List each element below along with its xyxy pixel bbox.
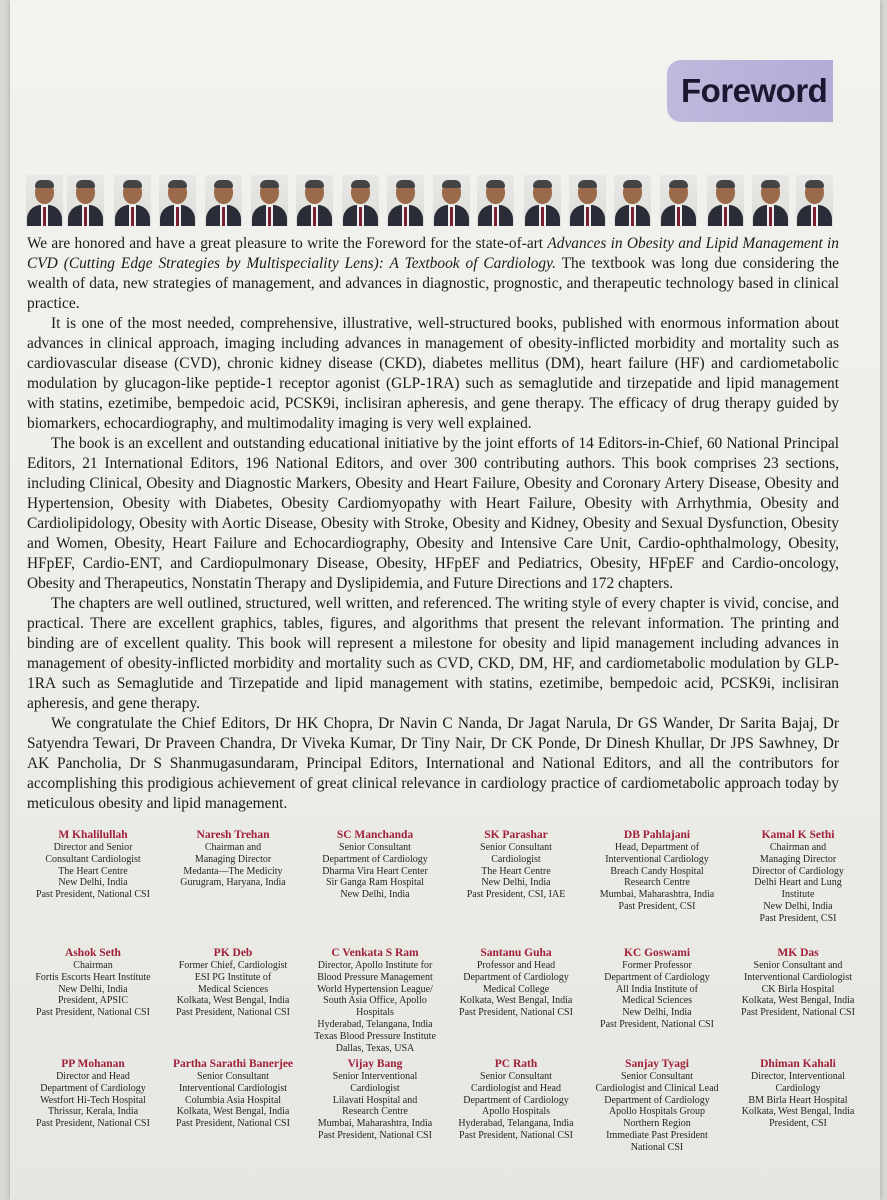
editor-affiliation-line: Department of Cardiology — [604, 1094, 710, 1106]
editor-affiliation-line: Interventional Cardiologist — [178, 1082, 288, 1094]
editor-block — [306, 828, 444, 901]
editor-affiliation-line: Kolkata, West Bengal, India — [741, 1106, 855, 1118]
editor-affiliation-line: ESI PG Institute of — [194, 971, 272, 983]
editor-affiliation-line: Kolkata, West Bengal, India — [176, 1106, 290, 1118]
editor-affiliation-line: Past President, National CSI — [600, 1018, 714, 1030]
editor-affiliation-line: Westfort Hi-Tech Hospital — [40, 1094, 146, 1106]
editor-block — [164, 828, 302, 889]
editor-block — [729, 946, 867, 1019]
editor-block — [24, 828, 162, 901]
editor-affiliation-line: Hyderabad, Telangana, India — [317, 1018, 433, 1030]
editor-affiliation-line: Past President, National CSI — [176, 1007, 290, 1019]
editor-affiliation-line: Texas Blood Pressure Institute — [314, 1030, 436, 1042]
book-title: Advances in Obesity and Lipid Management in CVD (Cutting Edge Strategies by Multispeciality Lens): A Textbook of Cardiology. — [27, 235, 839, 272]
editor-affiliation-line: Research Centre — [342, 1106, 408, 1118]
portrait-icon — [752, 175, 789, 226]
editor-block — [588, 828, 726, 913]
editor-affiliation-line: Former Professor — [622, 960, 692, 971]
editor-affiliation-line: President, APSIC — [57, 995, 128, 1007]
editor-affiliation-line: National CSI — [630, 1141, 684, 1153]
editor-block — [447, 828, 585, 901]
editor-name: PP Mohanan — [61, 1058, 125, 1070]
editor-block — [164, 946, 302, 1019]
editor-block — [447, 1057, 585, 1142]
editor-affiliation-line: Past President, CSI — [618, 900, 696, 912]
portrait-icon — [614, 175, 651, 226]
editor-name: Vijay Bang — [347, 1058, 403, 1070]
editor-name: KC Goswami — [623, 947, 691, 959]
editor-affiliation-line: Department of Cardiology — [322, 853, 428, 865]
editor-affiliation-line: Medical Sciences — [197, 983, 269, 995]
editor-affiliation-line: Director and Head — [56, 1071, 130, 1082]
editor-affiliation-line: Senior Interventional — [332, 1071, 418, 1082]
editor-affiliation-line: Past President, National CSI — [36, 1118, 150, 1130]
editor-affiliation-line: CK Birla Hospital — [761, 983, 835, 995]
editor-affiliation-line: Apollo Hospitals — [481, 1106, 551, 1118]
editor-affiliation-line: Director, Interventional — [750, 1071, 845, 1082]
foreword-body — [27, 234, 839, 814]
portrait-icon — [342, 175, 379, 226]
editor-affiliation-line: Medical Sciences — [621, 995, 693, 1007]
portrait-icon — [477, 175, 514, 226]
editor-affiliation-line: New Delhi, India — [58, 877, 128, 889]
portrait-icon — [296, 175, 333, 226]
editor-affiliation-line: Hyderabad, Telangana, India — [458, 1118, 574, 1130]
editor-affiliation-line: Fortis Escorts Heart Institute — [35, 971, 151, 983]
editor-photo-strip — [24, 175, 839, 228]
editor-name: Ashok Seth — [65, 947, 121, 959]
editor-affiliation-line: The Heart Centre — [58, 865, 128, 877]
editor-block — [729, 828, 867, 925]
editor-affiliation-line: Cardiologist — [491, 853, 541, 865]
editor-affiliation-line: Director, Apollo Institute for — [317, 960, 433, 971]
editor-affiliation-line: Past President, National CSI — [459, 1129, 573, 1141]
editor-affiliation-line: BM Birla Heart Hospital — [748, 1094, 848, 1106]
editor-affiliation-line: Past President, National CSI — [459, 1007, 573, 1019]
editor-name: Sanjay Tyagi — [625, 1058, 689, 1070]
portrait-icon — [660, 175, 697, 226]
editor-affiliation-line: New Delhi, India — [763, 900, 833, 912]
portrait-icon — [387, 175, 424, 226]
editor-name: Partha Sarathi Banerjee — [172, 1058, 294, 1070]
editor-block — [164, 1057, 302, 1130]
editor-affiliation-line: Past President, National CSI — [741, 1007, 855, 1019]
editor-affiliation-line: Professor and Head — [476, 960, 556, 971]
portrait-icon — [251, 175, 288, 226]
paragraph-1-start: We are honored and have a great pleasure to write the Foreword for the state-of-art — [27, 235, 548, 252]
editor-affiliation-line: Cardiology — [775, 1082, 821, 1094]
editor-name: PK Deb — [213, 947, 253, 959]
editor-name: M Khalilullah — [58, 829, 128, 841]
editor-affiliation-line: Managing Director — [194, 853, 272, 865]
editor-affiliation-line: Department of Cardiology — [463, 971, 569, 983]
editor-affiliation-line: Medical College — [482, 983, 550, 995]
editor-affiliation-line: Institute — [781, 889, 815, 901]
editor-affiliation-line: Medanta—The Medicity — [183, 865, 283, 877]
editor-name: SK Parashar — [484, 829, 548, 841]
paragraph-5: We congratulate the Chief Editors, Dr HK Chopra, Dr Navin C Nanda, Dr Jagat Narula, Dr GS Wander, Dr Sarita Bajaj, Dr Satyendra Tewari, Dr Praveen Chandra, Dr Viveka Kumar, Dr Tiny Nair, Dr CK Ponde, Dr Dinesh Khullar, Dr JPS Sawhney, Dr AK Pancholia, Dr S Shanmugasundaram, Principal Editors, International and National Editors, and all the contributors for accomplishing this prodigious achievement of great clinical relevance in cardiology practice of cardiometabolic approach today by meticulous obesity and lipid management. — [27, 715, 839, 812]
editor-name: MK Das — [777, 947, 819, 959]
page-title: Foreword — [681, 72, 828, 109]
foreword-banner — [667, 60, 833, 122]
paragraph-1-end: The textbook was long due considering the wealth of data, new strategies of management, and advances in diagnostic, prognostic, and therapeutic technology based in clinical practice. — [27, 255, 839, 312]
editor-name: C Venkata S Ram — [331, 947, 419, 959]
editor-affiliation-line: Chairman and — [204, 842, 262, 853]
editor-affiliation-line: Consultant Cardiologist — [45, 853, 141, 865]
editor-affiliation-line: New Delhi, India — [58, 983, 128, 995]
editor-name: SC Manchanda — [336, 829, 414, 841]
paragraph-2: It is one of the most needed, comprehensive, illustrative, well-structured books, published with enormous information about advances in clinical approach, imaging including advances in management of obesity-inflicted morbidity and mortality such as cardiovascular disease (CVD), chronic kidney disease (CKD), diabetes mellitus (DM), heart failure (HF) and cardiometabolic modulation by glucagon-like peptide-1 receptor agonist (GLP-1RA) such as semaglutide and tirzepatide and lipid management with statins, ezetimibe, bempedoic acid, PCSK9i, inclisiran apheresis, and gene therapy. The efficacy of drug therapy guided by biomarkers, echocardiography, and multimodality imaging is very well explained. — [27, 315, 839, 432]
editor-affiliation-line: Dallas, Texas, USA — [335, 1042, 415, 1054]
editor-affiliation-line: New Delhi, India — [622, 1007, 692, 1019]
editor-affiliation-line: Gurugram, Haryana, India — [180, 877, 286, 889]
editor-block — [588, 1057, 726, 1154]
editor-affiliation-line: Delhi Heart and Lung — [754, 877, 842, 889]
editor-affiliation-line: Director and Senior — [53, 842, 133, 853]
editor-name: Dhiman Kahali — [760, 1058, 836, 1070]
editor-name: Naresh Trehan — [196, 829, 270, 841]
portrait-icon — [524, 175, 561, 226]
editor-affiliation-line: Past President, CSI — [759, 912, 837, 924]
editor-block — [24, 1057, 162, 1130]
editor-affiliation-line: Columbia Asia Hospital — [184, 1094, 282, 1106]
editor-affiliation-line: Cardiologist — [350, 1082, 400, 1094]
editor-affiliation-line: Past President, National CSI — [36, 889, 150, 901]
portrait-icon — [26, 175, 63, 226]
editor-affiliation-line: Mumbai, Maharashtra, India — [317, 1118, 433, 1130]
editor-affiliation-line: Senior Consultant — [480, 842, 552, 853]
editor-affiliation-line: Chairman and — [769, 842, 827, 853]
portrait-icon — [159, 175, 196, 226]
editor-affiliation-line: Managing Director — [759, 853, 837, 865]
editor-affiliation-line: Head, Department of — [614, 842, 700, 853]
portrait-icon — [796, 175, 833, 226]
paragraph-4: The chapters are well outlined, structured, well written, and referenced. The writing style of every chapter is vivid, concise, and practical. There are excellent graphics, tables, figures, and algorithms that present the relevant information. The printing and binding are of excellent quality. This book will represent a milestone for obesity and lipid management including advances in management of obesity-inflicted morbidity and mortality such as CVD, CKD, DM, HF, and cardiometabolic modulation by GLP-1RA such as Semaglutide and Tirzepatide and lipid management with statins, ezetimibe, bempedoic acid, PCSK9i, inclisiran apheresis, and gene therapy. — [27, 595, 839, 712]
editor-name: PC Rath — [494, 1058, 538, 1070]
editor-affiliation-line: Immediate Past President — [606, 1129, 708, 1141]
editor-affiliation-line: Dharma Vira Heart Center — [322, 865, 428, 877]
editor-affiliation-line: All India Institute of — [616, 983, 698, 995]
editor-affiliation-line: The Heart Centre — [481, 865, 551, 877]
editor-affiliation-line: New Delhi, India — [340, 889, 410, 901]
editor-block — [306, 1057, 444, 1142]
editor-affiliation-line: Department of Cardiology — [604, 971, 710, 983]
portrait-icon — [67, 175, 104, 226]
editor-block — [447, 946, 585, 1019]
editor-affiliation-line: Research Centre — [624, 877, 690, 889]
editor-affiliation-line: Mumbai, Maharashtra, India — [599, 889, 715, 901]
portrait-icon — [205, 175, 242, 226]
editor-affiliation-line: Blood Pressure Management — [317, 971, 433, 983]
editor-affiliation-line: Kolkata, West Bengal, India — [176, 995, 290, 1007]
portrait-icon — [114, 175, 151, 226]
editor-affiliation-line: Past President, National CSI — [36, 1007, 150, 1019]
editor-affiliation-line: Past President, National CSI — [176, 1118, 290, 1130]
editor-block — [729, 1057, 867, 1130]
editor-affiliation-line: Senior Consultant and — [753, 960, 843, 971]
portrait-icon — [707, 175, 744, 226]
editor-affiliation-line: Lilavati Hospital and — [332, 1094, 418, 1106]
editor-affiliation-line: Senior Consultant — [339, 842, 411, 853]
editor-affiliation-line: Former Chief, Cardiologist — [178, 960, 288, 971]
editor-affiliation-line: Cardiologist and Head — [471, 1082, 561, 1094]
editor-affiliation-line: New Delhi, India — [481, 877, 551, 889]
editor-block — [588, 946, 726, 1031]
editor-affiliation-line: Senior Consultant — [480, 1071, 552, 1082]
editor-affiliation-line: Department of Cardiology — [40, 1082, 146, 1094]
paragraph-1 — [27, 234, 839, 314]
editor-affiliation-line: Interventional Cardiologist — [743, 971, 853, 983]
editor-affiliation-line: Senior Consultant — [197, 1071, 269, 1082]
portrait-icon — [569, 175, 606, 226]
editor-affiliation-line: President, CSI — [769, 1118, 827, 1130]
editor-affiliation-line: Director of Cardiology — [752, 865, 844, 877]
editor-affiliation-line: Northern Region — [623, 1118, 691, 1130]
editor-affiliation-line: Apollo Hospitals Group — [608, 1106, 706, 1118]
editor-affiliation-line: Past President, National CSI — [318, 1129, 432, 1141]
editor-name: Santanu Guha — [480, 947, 552, 959]
editor-affiliation-line: Kolkata, West Bengal, India — [459, 995, 573, 1007]
editor-name: DB Pahlajani — [623, 829, 691, 841]
editor-affiliation-line: Senior Consultant — [621, 1071, 693, 1082]
editor-affiliation-line: Sir Ganga Ram Hospital — [325, 877, 425, 889]
paragraph-3: The book is an excellent and outstanding educational initiative by the joint efforts of 14 Editors-in-Chief, 60 National Principal Editors, 21 International Editors, 196 National Editors, and over 300 contributing authors. This book comprises 23 sections, including Clinical, Obesity and Diagnostic Markers, Obesity and Heart Failure, Obesity and Coronary Artery Disease, Obesity and Hypertension, Obesity with Diabetes, Obesity Cardiomyopathy with Heart Failure, Obesity with Arrhythmia, Obesity and Cardiolipidology, Obesity with Aortic Disease, Obesity with Stroke, Obesity and Kidney, Obesity and Sexual Dysfunction, Obesity and Women, Obesity, Heart Failure and Echocardiography, Obesity and Intensive Care Unit, Cardio-ophthalmology, Obesity, HFpEF, Cardio-ENT, and Cardiopulmonary Disease, Obesity, HFpEF and Pediatrics, Obesity, HFpEF and Cardio-oncology, Obesity and Therapeutics, Nonstatin Therapy and Dyslipidemia, and Future Directions and 172 chapters. — [27, 435, 839, 592]
editor-affiliation-line: Kolkata, West Bengal, India — [741, 995, 855, 1007]
editor-affiliation-line: South Asia Office, Apollo Hospitals — [323, 995, 427, 1019]
editor-block — [306, 946, 444, 1054]
editor-affiliation-line: World Hypertension League/ — [317, 983, 433, 995]
editor-affiliation-line: Chairman — [73, 960, 113, 971]
editor-affiliation-line: Thrissur, Kerala, India — [47, 1106, 139, 1118]
editor-affiliation-line: Breach Candy Hospital — [610, 865, 704, 877]
book-page — [10, 0, 880, 1200]
editor-name: Kamal K Sethi — [761, 829, 835, 841]
portrait-icon — [433, 175, 470, 226]
editor-affiliation-line: Past President, CSI, IAE — [466, 889, 566, 901]
editor-affiliation-line: Interventional Cardiology — [605, 853, 709, 865]
editor-affiliation-line: Cardiologist and Clinical Lead — [595, 1082, 719, 1094]
editor-block — [24, 946, 162, 1019]
editor-affiliation-line: Department of Cardiology — [463, 1094, 569, 1106]
